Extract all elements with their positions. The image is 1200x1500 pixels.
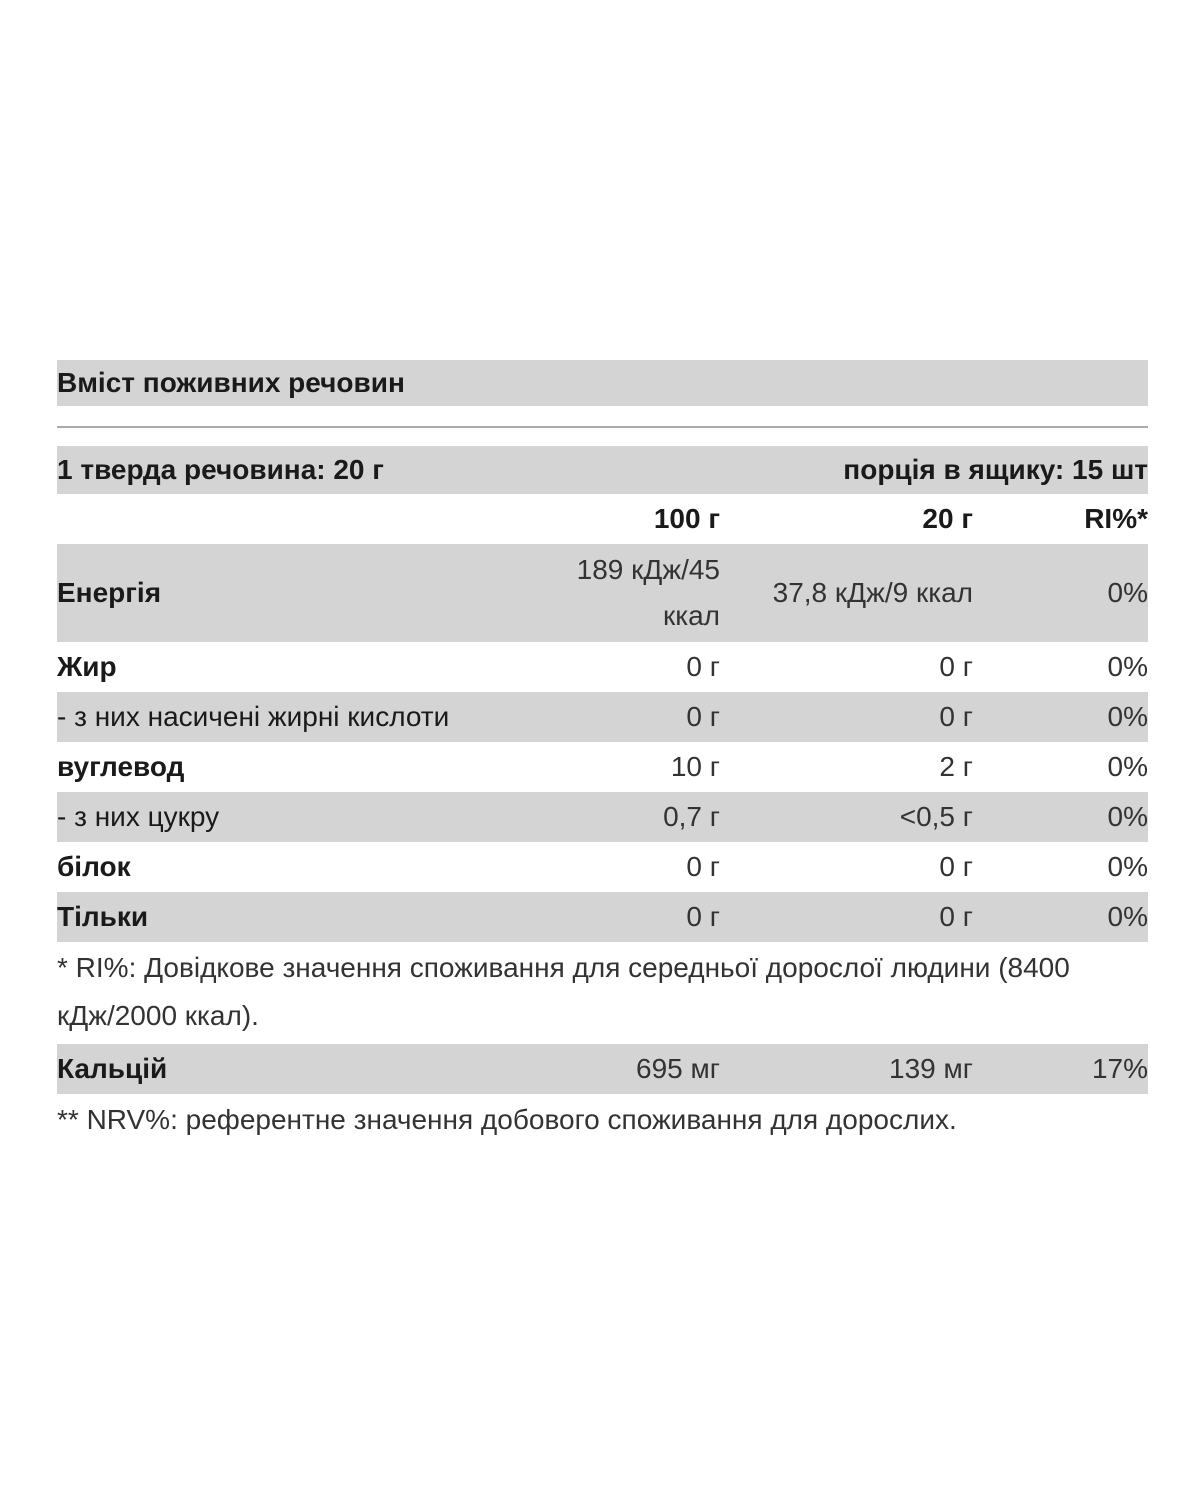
- column-header-row: [57, 494, 1148, 544]
- row-per20: 0 г: [939, 651, 973, 682]
- table-row-carbohydrate: [57, 742, 1148, 792]
- row-name: Енергія: [57, 577, 162, 608]
- row-per100: 695 мг: [636, 1053, 720, 1084]
- row-name: Жир: [57, 651, 117, 682]
- table-row-calcium: [57, 1044, 1148, 1094]
- table-row-fat: [57, 642, 1148, 692]
- row-per100: 10 г: [670, 751, 720, 782]
- row-per20: 0 г: [939, 901, 973, 932]
- row-per100: 0 г: [686, 901, 720, 932]
- table-row-protein: [57, 842, 1148, 892]
- divider: [57, 426, 1148, 428]
- row-ri: 17%: [1091, 1053, 1148, 1084]
- row-per100: 189 кДж/45 ккал: [576, 554, 720, 631]
- row-ri: 0%: [1107, 701, 1148, 732]
- column-header-per100: 100 г: [653, 503, 720, 534]
- row-name: білок: [57, 851, 131, 882]
- row-per20: 0 г: [939, 851, 973, 882]
- row-name: - з них насичені жирні кислоти: [57, 701, 450, 732]
- row-ri: 0%: [1107, 901, 1148, 932]
- serving-size: 1 тверда речовина: 20 г: [57, 454, 384, 485]
- row-per20: <0,5 г: [899, 801, 973, 832]
- row-ri: 0%: [1107, 751, 1148, 782]
- table-row-saturated-fat: [57, 692, 1148, 742]
- servings-per-box: порція в ящику: 15 шт: [843, 454, 1148, 485]
- serving-bar: [57, 446, 1148, 494]
- column-header-per20: 20 г: [922, 503, 973, 534]
- table-row-salt: [57, 892, 1148, 942]
- ri-footnote: * RI%: Довідкове значення споживання для середньої дорослої людини (8400 кДж/2000 ккал).: [57, 952, 1070, 1031]
- nutrition-title: Вміст поживних речовин: [57, 367, 405, 398]
- row-per100: 0,7 г: [663, 801, 720, 832]
- row-per100: 0 г: [686, 651, 720, 682]
- row-name: вуглевод: [57, 751, 185, 782]
- row-per20: 37,8 кДж/9 ккал: [772, 577, 973, 608]
- row-name: - з них цукру: [57, 801, 220, 832]
- row-ri: 0%: [1107, 851, 1148, 882]
- row-name: Тільки: [57, 901, 149, 932]
- row-ri: 0%: [1107, 801, 1148, 832]
- column-header-ri: RI%*: [1084, 503, 1148, 534]
- row-per100: 0 г: [686, 701, 720, 732]
- row-per100: 0 г: [686, 851, 720, 882]
- table-row-energy: [57, 544, 1148, 642]
- row-per20: 0 г: [939, 701, 973, 732]
- table-row-sugars: [57, 792, 1148, 842]
- nrv-footnote: ** NRV%: референтне значення добового споживання для дорослих.: [57, 1104, 957, 1135]
- row-per20: 2 г: [939, 751, 973, 782]
- row-name: Кальцій: [57, 1053, 168, 1084]
- row-per20: 139 мг: [889, 1053, 973, 1084]
- row-ri: 0%: [1107, 577, 1148, 608]
- nutrition-panel: [57, 360, 1148, 1144]
- nutrition-title-bar: [57, 360, 1148, 406]
- row-ri: 0%: [1107, 651, 1148, 682]
